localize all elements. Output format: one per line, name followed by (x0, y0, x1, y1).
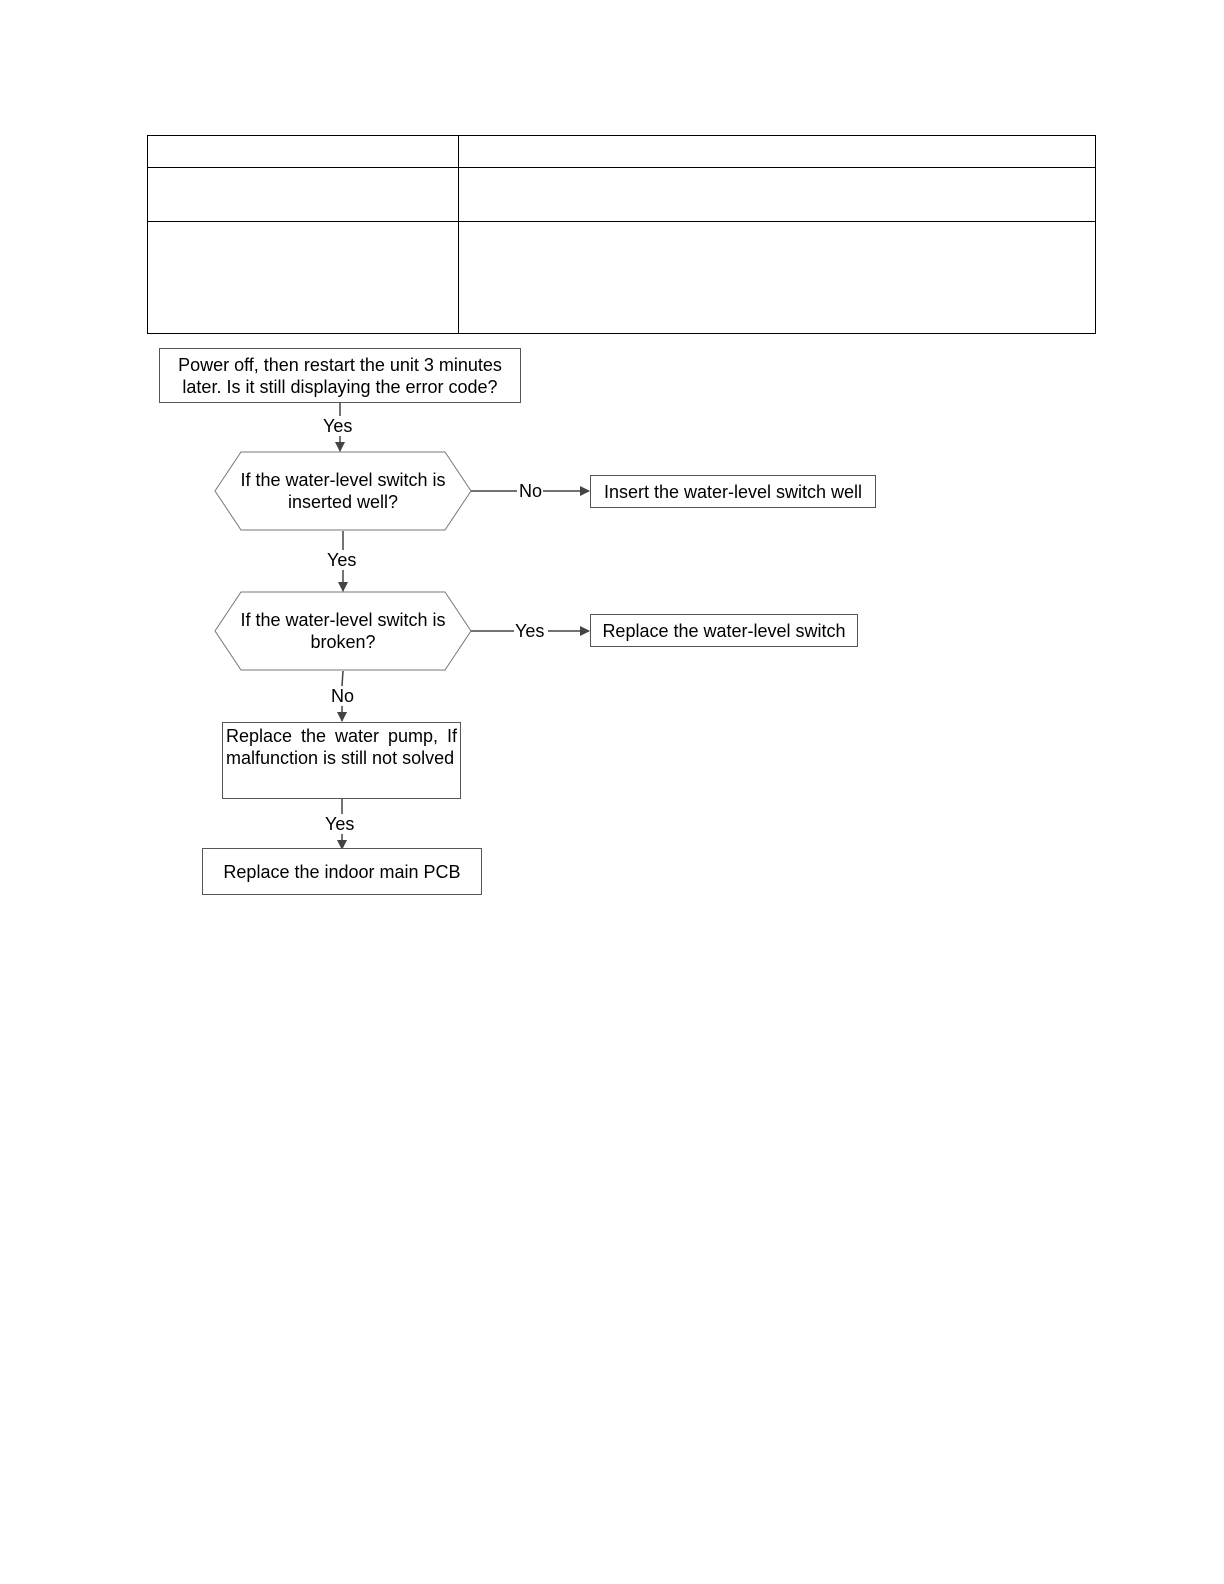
action-insert-box (590, 475, 876, 508)
action-pump-box (222, 722, 461, 799)
edge-label-pump-yes: Yes (325, 814, 355, 834)
edge-label-d2-no: No (331, 686, 355, 706)
action-pump-text: Replace the water pump, If malfunction is still not solved (226, 726, 457, 768)
action-pcb-box (202, 848, 482, 895)
start-box-text: Power off, then restart the unit 3 minutes later. Is it still displaying the error code? (178, 354, 502, 397)
edge-label-d2-yes: Yes (515, 621, 545, 641)
edge-d2-no-top (342, 671, 343, 686)
start-box (159, 348, 521, 403)
decision-1-label: If the water-level switch is inserted well? (240, 470, 446, 512)
edge-label-d1-no: No (519, 481, 543, 501)
action-replace-switch-box (590, 614, 858, 647)
decision-2-text (240, 595, 446, 667)
decision-2-label: If the water-level switch is broken? (240, 610, 446, 652)
edge-label-d1-yes: Yes (327, 550, 357, 570)
action-insert-text: Insert the water-level switch well (603, 481, 863, 502)
decision-1-text (240, 455, 446, 527)
action-replace-switch-text: Replace the water-level switch (602, 620, 846, 641)
action-pcb-text: Replace the indoor main PCB (223, 861, 461, 882)
edge-label-start-yes: Yes (323, 416, 353, 436)
